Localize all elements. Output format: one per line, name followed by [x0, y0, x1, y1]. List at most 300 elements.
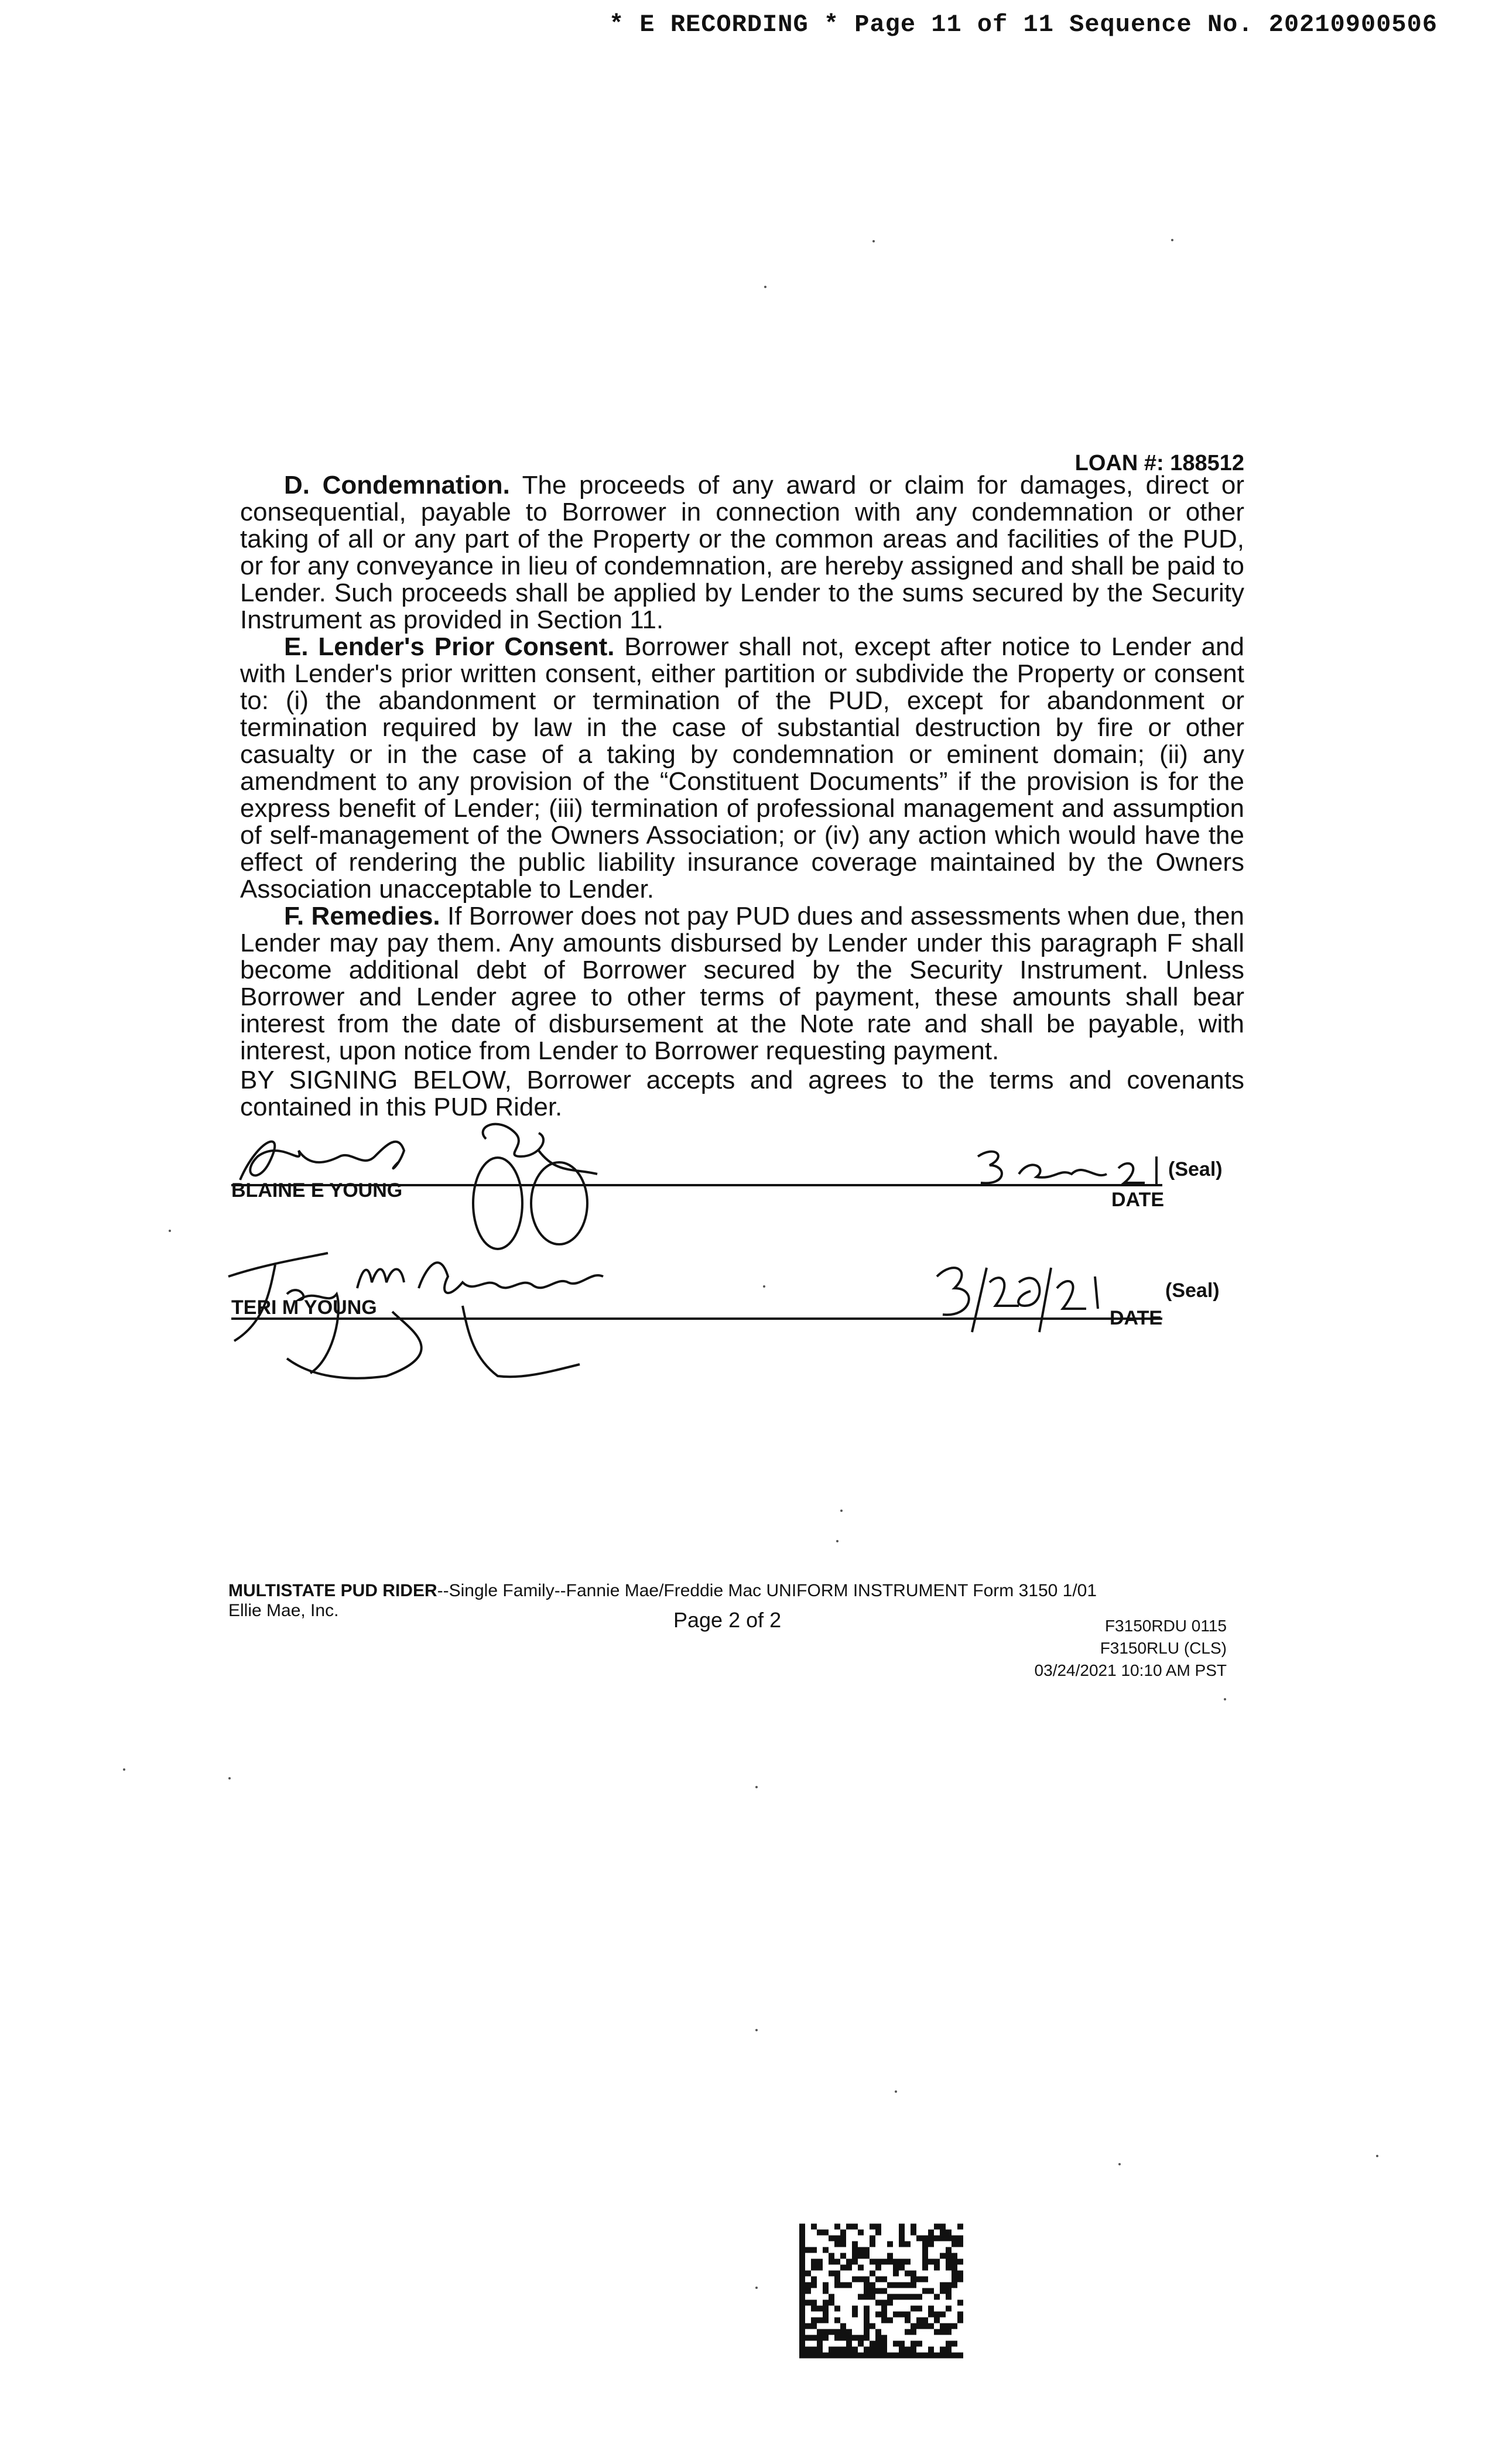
barcode-module — [870, 2323, 875, 2329]
barcode-module — [934, 2236, 940, 2241]
scan-speck — [169, 1230, 171, 1232]
barcode-module — [928, 2323, 934, 2329]
handwritten-date-2 — [931, 1259, 1107, 1335]
barcode-module — [916, 2353, 922, 2359]
section-condemnation — [240, 472, 1244, 634]
barcode-module — [864, 2306, 870, 2312]
barcode-module — [934, 2329, 940, 2335]
barcode-module — [840, 2236, 846, 2241]
barcode-module — [934, 2294, 940, 2300]
section-text: Borrower shall not, except after notice to Lender and with Lender's prior written consent, either partition or subdivide the Property or consent to: (i) the abandonment or termination of the PUD, except for abandonment or termination required by law in the case of substantial destruction by fire or other casualty or in the case of a taking by condemnation or eminent domain; (ii) any amendment to any provision of the “Constituent Documents” if the provision is for the express benefit of Lender; (iii) termination of professional management and assumption of self-management of the Owners Association; or (iv) any action which would have the effect of rendering the public liability insurance coverage maintained by the Owners Association unacceptable to Lender. — [240, 632, 1244, 904]
section-text: If Borrower does not pay PUD dues and assessments when due, then Lender may pay them. Any amounts disbursed by Lender under this paragraph F shall become additional debt of Borrower secured by the Security Instrument. Unless Borrower and Lender agree to other terms of payment, these amounts shall bear interest from the date of disbursement at the Note rate and shall be payable, with interest, upon notice from Lender to Borrower requesting payment. — [240, 902, 1244, 1065]
barcode-module — [799, 2318, 805, 2323]
barcode-module — [952, 2277, 957, 2282]
barcode-module — [911, 2271, 916, 2277]
barcode-module — [928, 2236, 934, 2241]
barcode-module — [834, 2236, 840, 2241]
barcode-module — [817, 2329, 823, 2335]
barcode-module — [899, 2230, 905, 2236]
barcode-module — [870, 2353, 875, 2359]
barcode-module — [940, 2253, 946, 2259]
barcode-module — [893, 2271, 899, 2277]
barcode-module — [799, 2259, 805, 2265]
barcode-module — [881, 2347, 887, 2353]
barcode-module — [864, 2323, 870, 2329]
barcode-module — [946, 2288, 952, 2294]
barcode-module — [805, 2335, 811, 2341]
barcode-module — [875, 2265, 881, 2271]
barcode-module — [864, 2353, 870, 2359]
barcode-module — [846, 2353, 852, 2359]
barcode-module — [957, 2259, 963, 2265]
barcode-module — [870, 2236, 875, 2241]
barcode-module — [864, 2288, 870, 2294]
barcode-module — [916, 2236, 922, 2241]
barcode-module — [829, 2259, 834, 2265]
barcode-module — [858, 2265, 864, 2271]
barcode-module — [870, 2224, 875, 2230]
barcode-module — [823, 2300, 829, 2306]
section-heading: F. Remedies. — [284, 902, 440, 930]
barcode-module — [952, 2341, 957, 2347]
barcode-module — [799, 2224, 805, 2230]
barcode-module — [875, 2341, 881, 2347]
barcode-module — [952, 2241, 957, 2247]
barcode-module — [899, 2341, 905, 2347]
barcode-module — [864, 2253, 870, 2259]
date-label-1: DATE — [1111, 1189, 1165, 1211]
barcode-module — [829, 2300, 834, 2306]
barcode-module — [799, 2312, 805, 2318]
barcode-module — [934, 2318, 940, 2323]
barcode-module — [870, 2259, 875, 2265]
barcode-module — [840, 2282, 846, 2288]
barcode-module — [952, 2271, 957, 2277]
barcode-module — [922, 2277, 928, 2282]
barcode-module — [846, 2259, 852, 2265]
barcode-module — [852, 2277, 858, 2282]
barcode-module — [940, 2224, 946, 2230]
barcode-module — [811, 2335, 817, 2341]
barcode-module — [864, 2294, 870, 2300]
barcode-module — [870, 2347, 875, 2353]
barcode-module — [852, 2347, 858, 2353]
barcode-module — [864, 2312, 870, 2318]
barcode-module — [946, 2282, 952, 2288]
barcode-module — [823, 2312, 829, 2318]
barcode-module — [922, 2323, 928, 2329]
scan-speck — [755, 1786, 758, 1788]
barcode-module — [881, 2288, 887, 2294]
barcode-module — [905, 2329, 911, 2335]
barcode-module — [805, 2282, 811, 2288]
barcode-module — [887, 2253, 893, 2259]
barcode-module — [952, 2353, 957, 2359]
barcode-module — [893, 2259, 899, 2265]
barcode-module — [840, 2347, 846, 2353]
barcode-module — [846, 2265, 852, 2271]
barcode-module — [829, 2253, 834, 2259]
barcode-module — [899, 2265, 905, 2271]
barcode-module — [887, 2282, 893, 2288]
barcode-module — [887, 2318, 893, 2323]
barcode-module — [934, 2312, 940, 2318]
barcode-module — [940, 2347, 946, 2353]
barcode-module — [852, 2312, 858, 2318]
barcode-module — [952, 2236, 957, 2241]
barcode-module — [811, 2347, 817, 2353]
barcode-module — [952, 2253, 957, 2259]
barcode-module — [928, 2306, 934, 2312]
barcode-module — [799, 2277, 805, 2282]
barcode-module — [834, 2241, 840, 2247]
barcode-module — [817, 2353, 823, 2359]
barcode-module — [887, 2300, 893, 2306]
barcode-module — [905, 2282, 911, 2288]
scan-speck — [1118, 2163, 1121, 2165]
scan-speck — [763, 1285, 765, 1288]
barcode-module — [899, 2241, 905, 2247]
scan-speck — [764, 286, 766, 288]
barcode-module — [811, 2353, 817, 2359]
barcode-module — [922, 2236, 928, 2241]
barcode-module — [946, 2259, 952, 2265]
barcode-module — [811, 2265, 817, 2271]
barcode-module — [858, 2353, 864, 2359]
signer-name-1: BLAINE E YOUNG — [231, 1179, 403, 1202]
form-footer — [228, 1581, 1097, 1621]
scan-speck — [1224, 1698, 1226, 1700]
barcode-module — [946, 2329, 952, 2335]
barcode-module — [840, 2241, 846, 2247]
barcode-module — [805, 2323, 811, 2329]
barcode-module — [846, 2224, 852, 2230]
barcode-module — [858, 2341, 864, 2347]
barcode-module — [870, 2294, 875, 2300]
barcode-module — [928, 2312, 934, 2318]
barcode-module — [946, 2306, 952, 2312]
barcode-module — [893, 2312, 899, 2318]
barcode-module — [811, 2224, 817, 2230]
barcode-module — [823, 2318, 829, 2323]
barcode-module — [799, 2288, 805, 2294]
barcode-module — [840, 2353, 846, 2359]
barcode-module — [864, 2282, 870, 2288]
barcode-module — [858, 2247, 864, 2253]
barcode-module — [811, 2318, 817, 2323]
barcode-module — [905, 2318, 911, 2323]
barcode-module — [875, 2312, 881, 2318]
barcode-module — [893, 2294, 899, 2300]
barcode-module — [846, 2329, 852, 2335]
barcode-module — [805, 2300, 811, 2306]
barcode-module — [893, 2353, 899, 2359]
barcode-module — [875, 2230, 881, 2236]
barcode-module — [852, 2335, 858, 2341]
barcode-module — [840, 2265, 846, 2271]
barcode-module — [946, 2253, 952, 2259]
barcode-module — [957, 2312, 963, 2318]
scan-speck — [872, 240, 875, 242]
barcode-module — [940, 2353, 946, 2359]
barcode-module — [911, 2306, 916, 2312]
barcode-module — [834, 2224, 840, 2230]
barcode-module — [852, 2224, 858, 2230]
barcode-module — [922, 2318, 928, 2323]
barcode-module — [940, 2230, 946, 2236]
barcode-module — [823, 2306, 829, 2312]
barcode-module — [799, 2335, 805, 2341]
form-description: --Single Family--Fannie Mae/Freddie Mac UNIFORM INSTRUMENT Form 3150 1/01 — [437, 1581, 1097, 1600]
barcode-module — [834, 2271, 840, 2277]
barcode-module — [875, 2347, 881, 2353]
barcode-module — [799, 2271, 805, 2277]
barcode-module — [817, 2347, 823, 2353]
page-number: Page 2 of 2 — [673, 1608, 782, 1632]
barcode-module — [834, 2329, 840, 2335]
scan-speck — [228, 1777, 231, 1779]
barcode-module — [911, 2353, 916, 2359]
barcode-module — [875, 2353, 881, 2359]
barcode-module — [952, 2265, 957, 2271]
barcode-module — [922, 2288, 928, 2294]
barcode-module — [834, 2347, 840, 2353]
section-prior-consent — [240, 634, 1244, 903]
form-codes — [995, 1615, 1227, 1682]
barcode-module — [946, 2323, 952, 2329]
barcode-module — [934, 2259, 940, 2265]
recording-header: * E RECORDING * Page 11 of 11 Sequence No. 20210900506 — [609, 11, 1438, 39]
barcode-module — [805, 2288, 811, 2294]
barcode-module — [928, 2288, 934, 2294]
barcode-module — [858, 2294, 864, 2300]
barcode-module — [922, 2247, 928, 2253]
loan-number: LOAN #: 188512 — [1074, 451, 1244, 475]
barcode-module — [799, 2300, 805, 2306]
barcode-module — [799, 2236, 805, 2241]
barcode-module — [946, 2265, 952, 2271]
barcode-module — [946, 2247, 952, 2253]
barcode-module — [946, 2236, 952, 2241]
barcode-module — [811, 2247, 817, 2253]
barcode-module — [817, 2259, 823, 2265]
barcode-module — [881, 2277, 887, 2282]
barcode-module — [940, 2312, 946, 2318]
barcode-module — [957, 2271, 963, 2277]
barcode-module — [940, 2236, 946, 2241]
scan-speck — [840, 1510, 843, 1512]
barcode-module — [870, 2341, 875, 2347]
company-name: Ellie Mae, Inc. — [228, 1601, 339, 1620]
barcode-module — [852, 2253, 858, 2259]
barcode-module — [911, 2282, 916, 2288]
barcode-module — [911, 2347, 916, 2353]
barcode-module — [922, 2259, 928, 2265]
barcode-module — [864, 2347, 870, 2353]
barcode-module — [875, 2277, 881, 2282]
barcode-module — [864, 2329, 870, 2335]
signer-name-2: TERI M YOUNG — [231, 1296, 377, 1319]
barcode-module — [875, 2329, 881, 2335]
barcode-module — [905, 2271, 911, 2277]
barcode-module — [846, 2335, 852, 2341]
barcode-module — [928, 2241, 934, 2247]
barcode-module — [829, 2329, 834, 2335]
section-text: The proceeds of any award or claim for damages, direct or consequential, payable to Borrower in connection with any condemnation or other taking of all or any part of the Property or the common areas and facilities of the PUD, or for any conveyance in lieu of condemnation, are hereby assigned and shall be paid to Lender. Such proceeds shall be applied by Lender to the sums secured by the Security Instrument as provided in Section 11. — [240, 471, 1244, 634]
barcode-module — [799, 2323, 805, 2329]
barcode-module — [957, 2300, 963, 2306]
barcode-module — [899, 2353, 905, 2359]
barcode-module — [829, 2347, 834, 2353]
seal-label-2: (Seal) — [1165, 1279, 1220, 1302]
barcode-module — [846, 2347, 852, 2353]
barcode-module — [817, 2335, 823, 2341]
barcode-module — [916, 2318, 922, 2323]
barcode-module — [858, 2277, 864, 2282]
barcode-module — [811, 2277, 817, 2282]
barcode-module — [881, 2341, 887, 2347]
barcode-module — [829, 2353, 834, 2359]
barcode-module — [864, 2335, 870, 2341]
barcode-module — [799, 2341, 805, 2347]
scan-speck — [836, 1540, 839, 1542]
barcode-module — [799, 2230, 805, 2236]
barcode-module — [875, 2335, 881, 2341]
barcode-module — [864, 2277, 870, 2282]
barcode-module — [823, 2282, 829, 2288]
barcode-module — [799, 2347, 805, 2353]
date-label-2: DATE — [1110, 1307, 1163, 1329]
barcode-module — [911, 2230, 916, 2236]
barcode-module — [840, 2253, 846, 2259]
section-remedies — [240, 903, 1244, 1065]
form-code-1: F3150RDU 0115 — [1104, 1617, 1227, 1635]
barcode-module — [829, 2236, 834, 2241]
barcode-module — [946, 2341, 952, 2347]
barcode-module — [823, 2247, 829, 2253]
barcode-module — [887, 2241, 893, 2247]
barcode-module — [799, 2306, 805, 2312]
barcode-module — [957, 2318, 963, 2323]
barcode-module — [829, 2271, 834, 2277]
barcode-module — [811, 2323, 817, 2329]
barcode-module — [870, 2241, 875, 2247]
barcode-module — [799, 2253, 805, 2259]
scan-speck — [895, 2090, 897, 2093]
barcode-module — [928, 2259, 934, 2265]
scan-speck — [755, 2287, 758, 2289]
barcode-module — [946, 2230, 952, 2236]
barcode-module — [911, 2323, 916, 2329]
barcode-module — [811, 2282, 817, 2288]
barcode-module — [957, 2353, 963, 2359]
barcode-module — [834, 2353, 840, 2359]
barcode-module — [881, 2318, 887, 2323]
barcode-module — [946, 2347, 952, 2353]
barcode-module — [911, 2329, 916, 2335]
form-code-2: F3150RLU (CLS) — [1100, 1639, 1227, 1657]
barcode-module — [858, 2230, 864, 2236]
barcode-module — [922, 2253, 928, 2259]
seal-label-1: (Seal) — [1168, 1158, 1223, 1180]
barcode-module — [834, 2277, 840, 2282]
barcode-module — [916, 2277, 922, 2282]
barcode-module — [893, 2341, 899, 2347]
barcode-module — [928, 2347, 934, 2353]
barcode-module — [834, 2306, 840, 2312]
barcode-module — [834, 2318, 840, 2323]
barcode-module — [881, 2300, 887, 2306]
barcode-module — [911, 2224, 916, 2230]
barcode-module — [817, 2318, 823, 2323]
barcode-module — [805, 2347, 811, 2353]
barcode-module — [799, 2353, 805, 2359]
barcode-module — [952, 2323, 957, 2329]
barcode-module — [957, 2277, 963, 2282]
barcode-module — [811, 2259, 817, 2265]
barcode-module — [905, 2347, 911, 2353]
barcode-module — [899, 2236, 905, 2241]
barcode-module — [799, 2282, 805, 2288]
barcode-module — [922, 2353, 928, 2359]
barcode-module — [934, 2353, 940, 2359]
barcode-module — [852, 2306, 858, 2312]
scan-speck — [123, 1768, 125, 1771]
barcode-module — [881, 2259, 887, 2265]
barcode-module — [811, 2306, 817, 2312]
barcode-module — [852, 2247, 858, 2253]
barcode-module — [957, 2241, 963, 2247]
barcode-module — [905, 2259, 911, 2265]
barcode-module — [823, 2329, 829, 2335]
barcode-module — [817, 2306, 823, 2312]
barcode-module — [840, 2335, 846, 2341]
scan-speck — [755, 2029, 758, 2031]
barcode-module — [852, 2241, 858, 2247]
barcode-module — [905, 2312, 911, 2318]
barcode-module — [858, 2253, 864, 2259]
barcode-module — [875, 2224, 881, 2230]
barcode-module — [834, 2259, 840, 2265]
rider-body — [240, 472, 1244, 1065]
scan-speck — [1171, 239, 1173, 241]
barcode-module — [840, 2323, 846, 2329]
barcode-module — [823, 2335, 829, 2341]
barcode-module — [881, 2335, 887, 2341]
barcode-module — [858, 2335, 864, 2341]
barcode-module — [952, 2282, 957, 2288]
barcode-module — [799, 2294, 805, 2300]
barcode-module — [805, 2353, 811, 2359]
barcode-module — [952, 2259, 957, 2265]
barcode-module — [916, 2306, 922, 2312]
barcode-module — [805, 2271, 811, 2277]
barcode-module — [852, 2353, 858, 2359]
barcode-module — [840, 2329, 846, 2335]
barcode-module — [817, 2230, 823, 2236]
barcode-module — [911, 2294, 916, 2300]
barcode-module — [875, 2288, 881, 2294]
barcode-module — [817, 2265, 823, 2271]
barcode-module — [928, 2353, 934, 2359]
barcode-module — [899, 2282, 905, 2288]
barcode-module — [916, 2323, 922, 2329]
form-timestamp: 03/24/2021 10:10 AM PST — [1034, 1661, 1227, 1679]
barcode-module — [940, 2288, 946, 2294]
barcode-module — [946, 2353, 952, 2359]
barcode-module — [905, 2294, 911, 2300]
barcode-module — [823, 2230, 829, 2236]
